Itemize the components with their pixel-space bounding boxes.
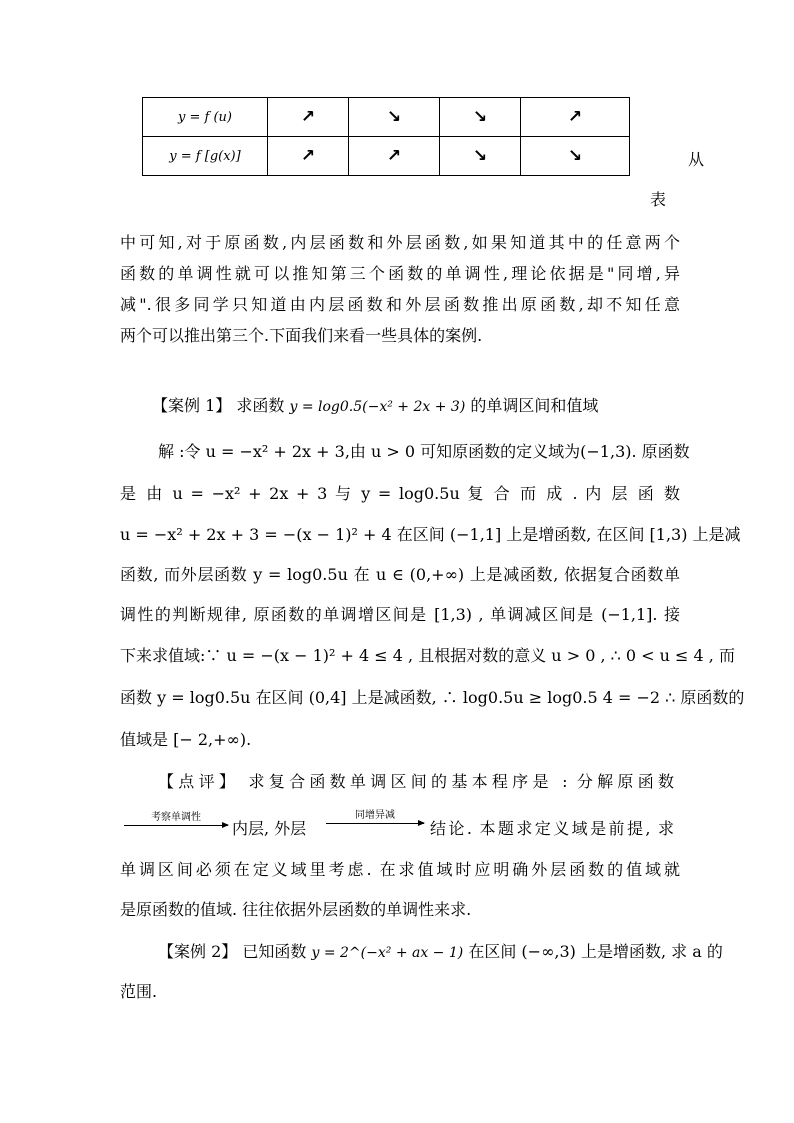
text-line: 两个可以推出第三个.下面我们来看一些具体的案例. <box>120 326 483 345</box>
arrow-same-increase <box>326 810 424 824</box>
formula: y = 2^(−x² + ax − 1) <box>311 945 464 961</box>
table-cell <box>268 98 349 137</box>
table-cell <box>521 137 630 176</box>
formula: y = log0.5(−x² + 2x + 3) <box>289 399 466 415</box>
arrow-icon: ↘ <box>386 107 402 127</box>
text-line: 函数的单调性就可以推知第三个函数的单调性,理论依据是"同增,异 <box>120 264 680 283</box>
case2-heading <box>158 942 723 963</box>
text-line: 值域是 [− 2,+∞). <box>120 730 252 749</box>
text-line: 中可知,对于原函数,内层函数和外层函数,如果知道其中的任意两个 <box>120 233 680 252</box>
arrow-icon: ↘ <box>472 107 488 127</box>
arrow-label: 考察单调性 <box>151 812 201 823</box>
arrow-icon: ↗ <box>386 146 402 166</box>
text-line: 解 :令 u = −x² + 2x + 3,由 u > 0 可知原函数的定义域为(−1,3). 原函数 <box>158 442 690 461</box>
text-line: 范围. <box>120 982 158 1001</box>
table-cell <box>521 98 630 137</box>
arrow-label: 同增异减 <box>355 810 395 821</box>
text-line: 函数 y = log0.5u 在区间 (0,4] 上是减函数, ∴ log0.5u ≥ log0.5 4 = −2 ∴ 原函数的 <box>120 688 745 707</box>
table-row <box>143 98 630 137</box>
table-cell <box>268 137 349 176</box>
comment-text: 求复合函数单调区间的基本程序是 : 分解原函数 <box>248 772 674 791</box>
case1-heading <box>152 396 672 417</box>
table-row <box>143 137 630 176</box>
row-label-composite: y = f [g(x)] <box>143 137 268 176</box>
text-line: 是 由 u = −x² + 2x + 3 与 y = log0.5u 复 合 而 成 . 内 层 函 数 <box>120 484 680 503</box>
table-cell <box>440 98 521 137</box>
case-tail: 的单调区间和值域 <box>470 396 599 415</box>
case-text: 已知函数 <box>242 942 307 961</box>
arrow-icon: ↘ <box>472 146 488 166</box>
table-cell <box>349 137 440 176</box>
row-label-outer: y = f (u) <box>143 98 268 137</box>
arrow-icon: ↗ <box>300 107 316 127</box>
arrow-icon: ↗ <box>300 146 316 166</box>
right-arrow-icon <box>326 823 424 824</box>
arrow-check-monotonicity <box>124 812 228 826</box>
text-line: u = −x² + 2x + 3 = −(x − 1)² + 4 在区间 (−1,1] 上是增函数, 在区间 [1,3) 上是减 <box>120 525 741 544</box>
case-label: 【案例 1】 <box>152 396 232 415</box>
comment-mid: 内层, 外层 <box>232 819 307 838</box>
monotonicity-table <box>142 97 630 176</box>
text-line: 调性的判断规律, 原函数的单调增区间是 [1,3) , 单调减区间是 (−1,1]. 接 <box>120 605 680 624</box>
case-label: 【案例 2】 <box>158 942 238 961</box>
table-cell <box>349 98 440 137</box>
text-line: 减".很多同学只知道由内层函数和外层函数推出原函数,却不知任意 <box>120 295 680 314</box>
table-cell <box>440 137 521 176</box>
comment-line <box>158 772 674 792</box>
side-char-2: 表 <box>650 190 667 209</box>
comment-label: 【点评】 <box>158 772 240 791</box>
side-char-1: 从 <box>688 150 705 169</box>
comment-tail: 结论. 本题求定义域是前提, 求 <box>430 819 674 838</box>
text-line: 单调区间必须在定义域里考虑. 在求值域时应明确外层函数的值域就 <box>120 860 680 879</box>
arrow-icon: ↘ <box>567 146 583 166</box>
arrow-icon: ↗ <box>567 107 583 127</box>
text-line: 函数, 而外层函数 y = log0.5u 在 u ∈ (0,+∞) 上是减函数, 依据复合函数单 <box>120 565 680 584</box>
right-arrow-icon <box>124 825 228 826</box>
text-line: 下来求值域:∵ u = −(x − 1)² + 4 ≤ 4 , 且根据对数的意义 u > 0 , ∴ 0 < u ≤ 4 , 而 <box>120 646 735 665</box>
case-text: 求函数 <box>236 396 285 415</box>
text-line: 是原函数的值域. 往往依据外层函数的单调性来求. <box>120 900 472 919</box>
case-tail: 在区间 (−∞,3) 上是增函数, 求 a 的 <box>468 942 723 961</box>
